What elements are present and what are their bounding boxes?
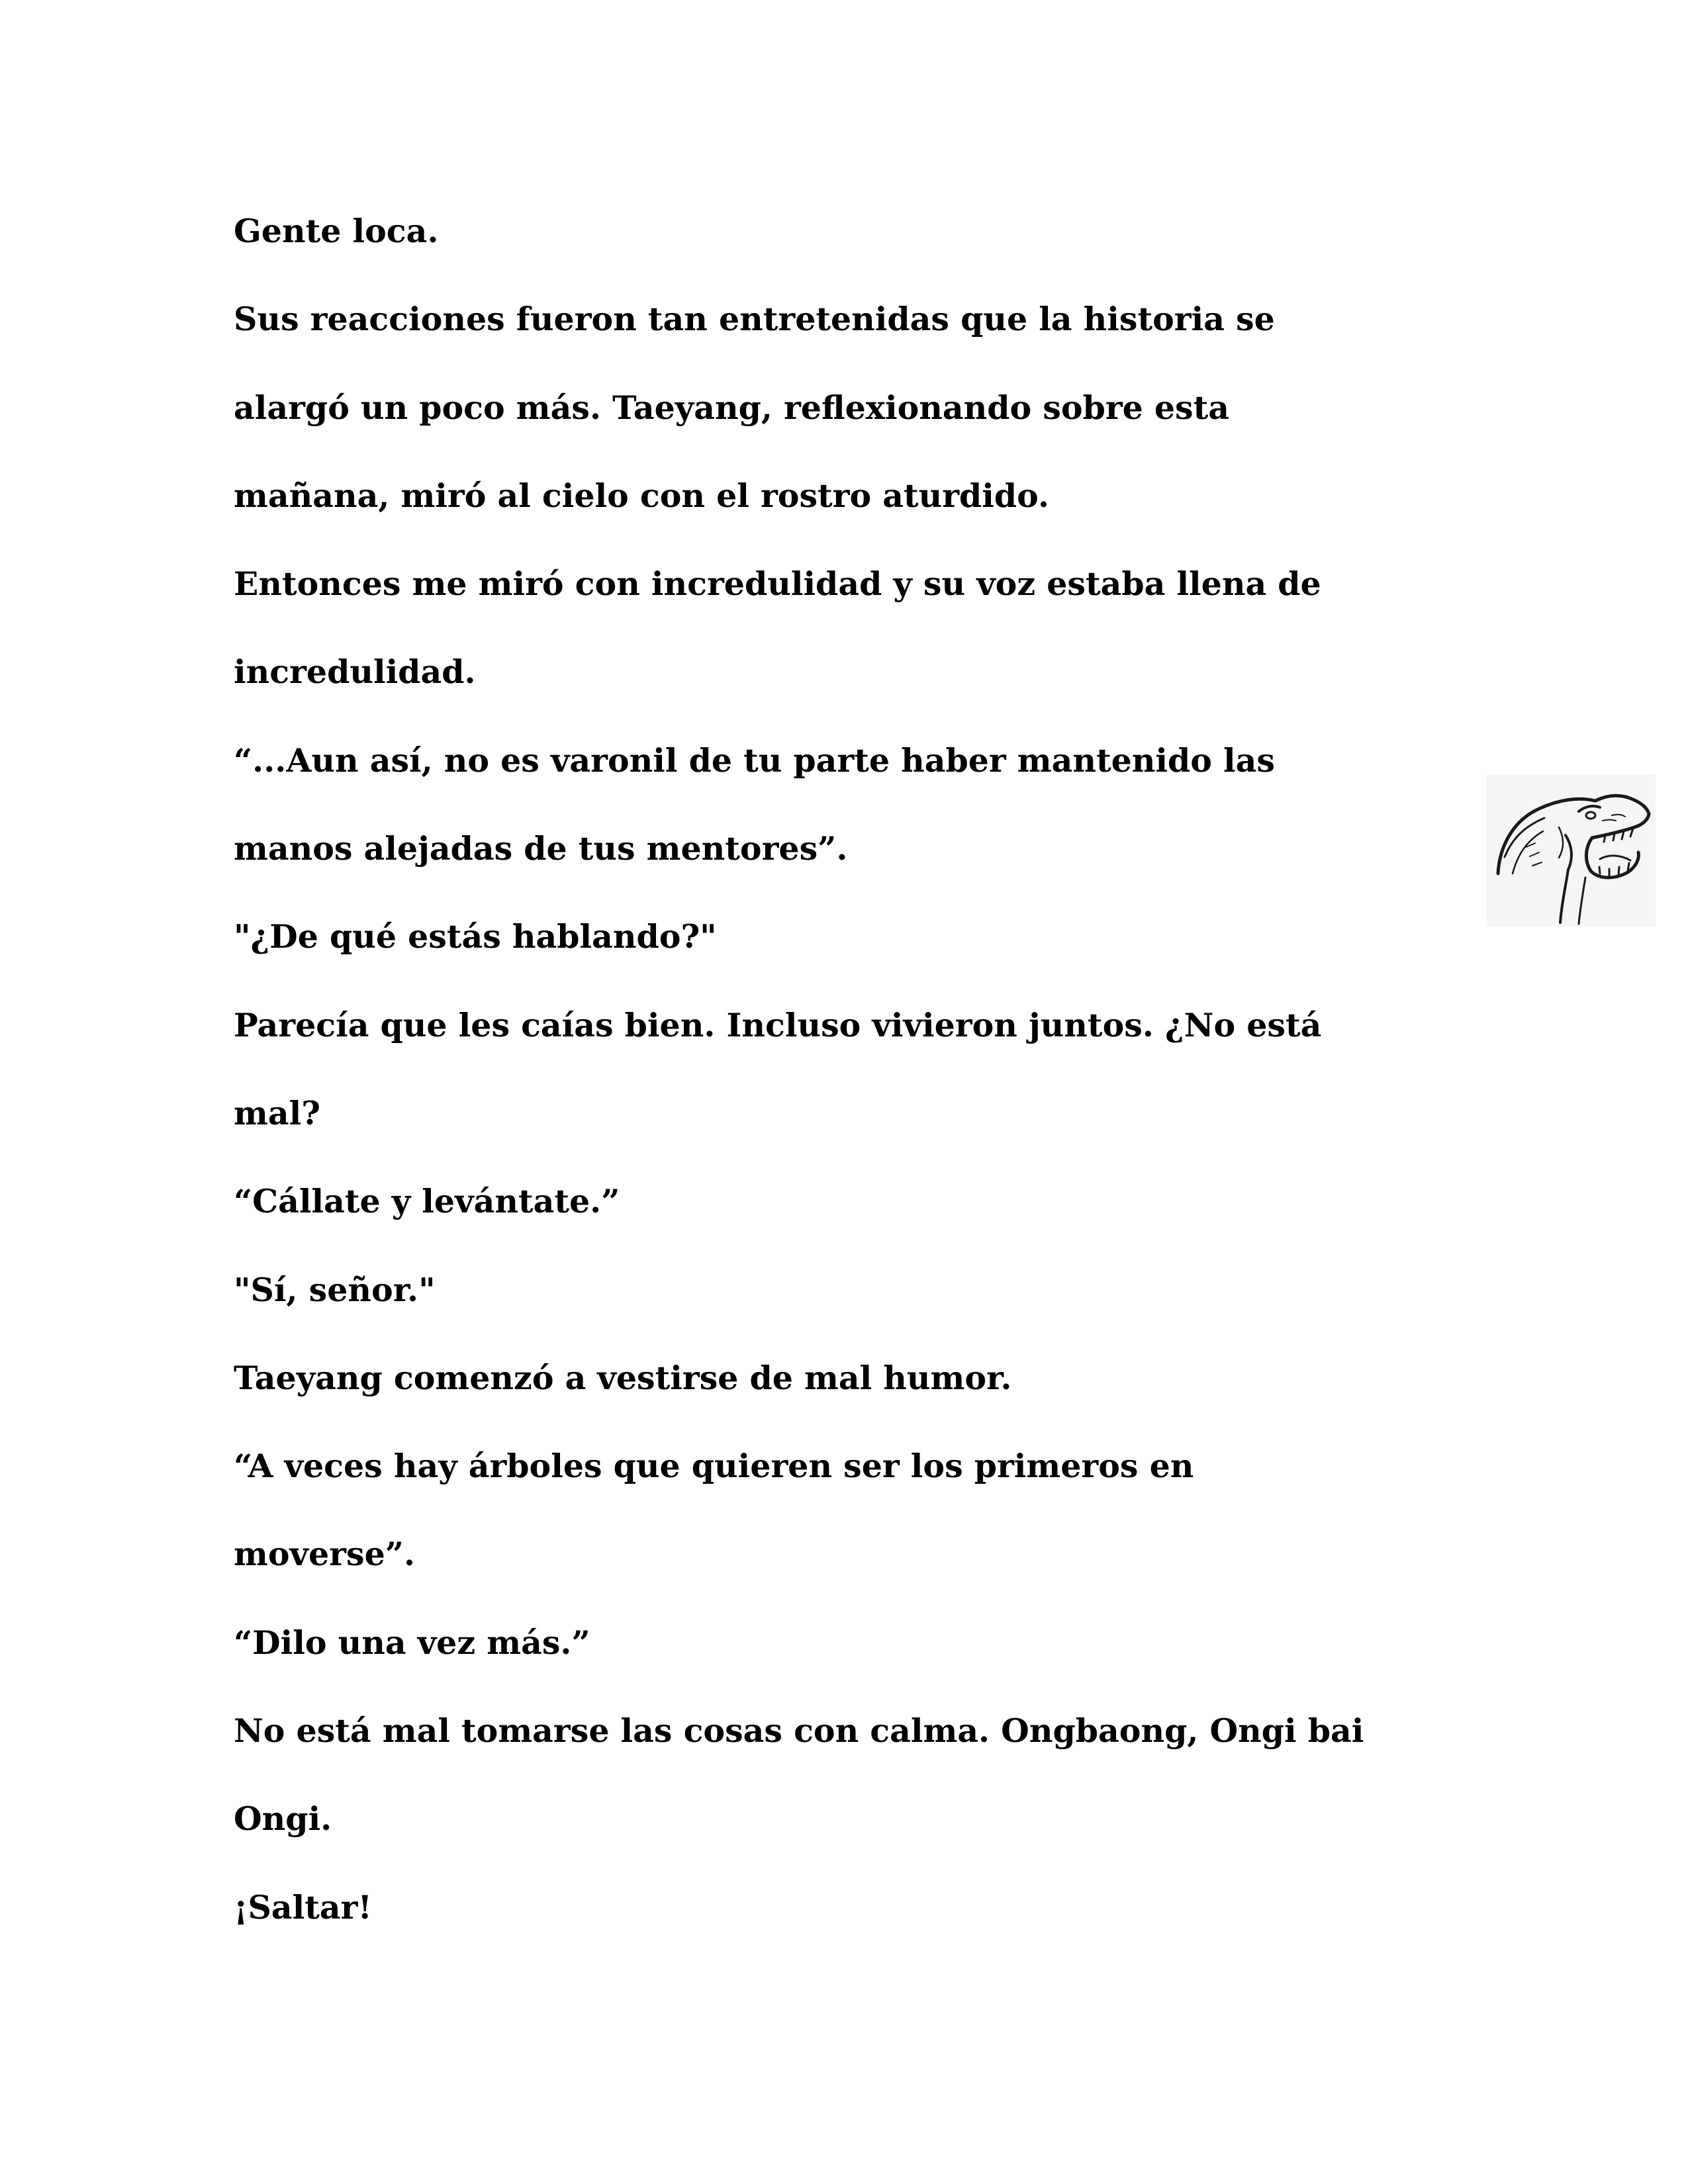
paragraph: ¡Saltar! [234,1888,372,1927]
paragraph: Parecía que les caías bien. Incluso vivieron juntos. ¿No está mal? [234,1005,1322,1132]
paragraph: No está mal tomarse las cosas con calma. Ongbaong, Ongi bai Ongi. [234,1711,1364,1839]
paragraph: Gente loca. [234,212,439,250]
dinosaur-head-illustration [1486,774,1656,927]
dinosaur-sketch-icon [1486,774,1656,927]
paragraph: "Sí, señor." [234,1270,436,1309]
paragraph: “A veces hay árboles que quieren ser los primeros en moverse”. [234,1447,1194,1574]
paragraph: Entonces me miró con incredulidad y su voz estaba llena de incredulidad. [234,565,1321,692]
paragraph: “Cállate y levántate.” [234,1182,620,1221]
paragraph: “...Aun así, no es varonil de tu parte haber mantenido las manos alejadas de tus mentores”. [234,741,1276,868]
paragraph: “Dilo una vez más.” [234,1623,590,1662]
paragraph: Sus reacciones fueron tan entretenidas que la historia se alargó un poco más. Taeyang, reflexionando sobre esta mañana, miró al cielo con el rostro aturdido. [234,300,1275,515]
paragraph: "¿De qué estás hablando?" [234,917,717,956]
paragraph: Taeyang comenzó a vestirse de mal humor. [234,1358,1012,1397]
body-text [234,187,1491,1952]
